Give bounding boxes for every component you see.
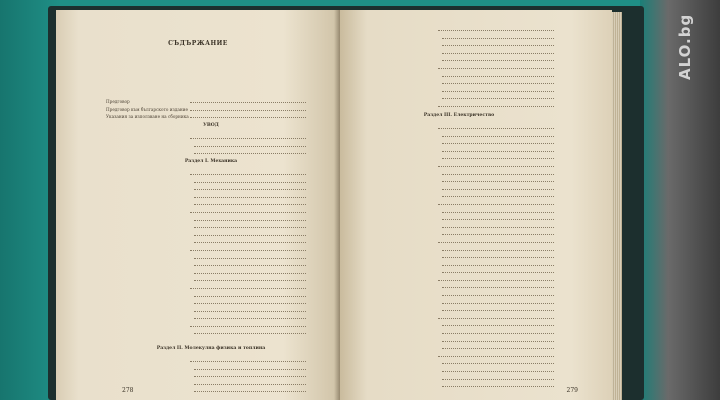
left-page <box>56 10 340 400</box>
toc-line <box>106 208 316 216</box>
toc-line <box>360 344 564 352</box>
toc-line <box>106 246 316 254</box>
toc-line <box>112 329 316 337</box>
intro-list <box>106 98 316 121</box>
toc-line <box>360 72 564 80</box>
toc-line <box>106 357 316 365</box>
toc-line <box>360 185 564 193</box>
page-heading: СЪДЪРЖАНИЕ <box>168 40 228 47</box>
toc-line <box>354 200 564 208</box>
toc-line <box>354 124 564 132</box>
toc-line <box>112 223 316 231</box>
toc-line <box>360 246 564 254</box>
toc-line <box>360 230 564 238</box>
list-block <box>354 26 564 110</box>
toc-line <box>112 216 316 224</box>
toc-line <box>360 283 564 291</box>
list-block <box>106 170 316 337</box>
toc-line <box>106 322 316 330</box>
toc-line <box>360 79 564 87</box>
section-heading: Раздел III. Електричество <box>423 113 495 118</box>
toc-line <box>360 132 564 140</box>
toc-line <box>360 177 564 185</box>
toc-line <box>112 142 316 150</box>
toc-line <box>106 134 316 142</box>
toc-line <box>360 56 564 64</box>
toc-line <box>360 49 564 57</box>
toc-line <box>360 94 564 102</box>
list-block <box>106 134 316 157</box>
toc-line <box>106 284 316 292</box>
toc-line <box>112 276 316 284</box>
toc-line <box>112 238 316 246</box>
page-number: 278 <box>122 387 134 394</box>
toc-line <box>354 102 564 110</box>
toc-line <box>360 291 564 299</box>
watermark-logo: ALO.bg <box>676 13 694 80</box>
toc-line <box>112 193 316 201</box>
toc-line <box>112 372 316 380</box>
toc-line <box>360 382 564 390</box>
toc-line <box>354 64 564 72</box>
toc-line <box>112 200 316 208</box>
toc-line <box>112 299 316 307</box>
toc-line <box>354 162 564 170</box>
list-item: Указания за използване на сборника <box>106 113 316 121</box>
right-page <box>340 10 612 400</box>
list-item: Предговор към българското издание <box>106 106 316 114</box>
page-number: 279 <box>566 387 578 394</box>
toc-line <box>112 254 316 262</box>
toc-line <box>112 185 316 193</box>
toc-line <box>354 276 564 284</box>
toc-line <box>112 269 316 277</box>
toc-line <box>360 253 564 261</box>
toc-line <box>360 359 564 367</box>
toc-line <box>360 268 564 276</box>
toc-line <box>112 365 316 373</box>
toc-line <box>360 215 564 223</box>
toc-line <box>360 261 564 269</box>
toc-line <box>360 139 564 147</box>
toc-line <box>360 192 564 200</box>
toc-line <box>360 306 564 314</box>
toc-line <box>106 170 316 178</box>
list-item: Предговор <box>106 98 316 106</box>
toc-line <box>354 314 564 322</box>
toc-line <box>360 87 564 95</box>
toc-line <box>112 261 316 269</box>
toc-line <box>112 292 316 300</box>
toc-line <box>112 231 316 239</box>
toc-line <box>360 147 564 155</box>
section-heading: Раздел I. Механика <box>184 159 238 164</box>
toc-line <box>112 314 316 322</box>
toc-line <box>360 208 564 216</box>
toc-line <box>360 223 564 231</box>
section-heading: Раздел II. Молекулна физика и топлина <box>156 346 266 351</box>
toc-line <box>360 154 564 162</box>
toc-line <box>360 321 564 329</box>
toc-line <box>360 375 564 383</box>
list-block <box>354 124 564 390</box>
toc-line <box>112 380 316 388</box>
toc-line <box>112 178 316 186</box>
toc-line <box>360 170 564 178</box>
toc-line <box>360 329 564 337</box>
toc-line <box>354 26 564 34</box>
toc-line <box>360 337 564 345</box>
toc-line <box>360 34 564 42</box>
toc-line <box>360 367 564 375</box>
toc-line <box>354 238 564 246</box>
toc-line <box>360 41 564 49</box>
part-heading: УВОД <box>203 123 219 128</box>
page-edges <box>612 12 622 400</box>
toc-line <box>112 387 316 395</box>
toc-line <box>354 352 564 360</box>
toc-line <box>360 299 564 307</box>
list-block <box>106 357 316 395</box>
toc-line <box>112 307 316 315</box>
